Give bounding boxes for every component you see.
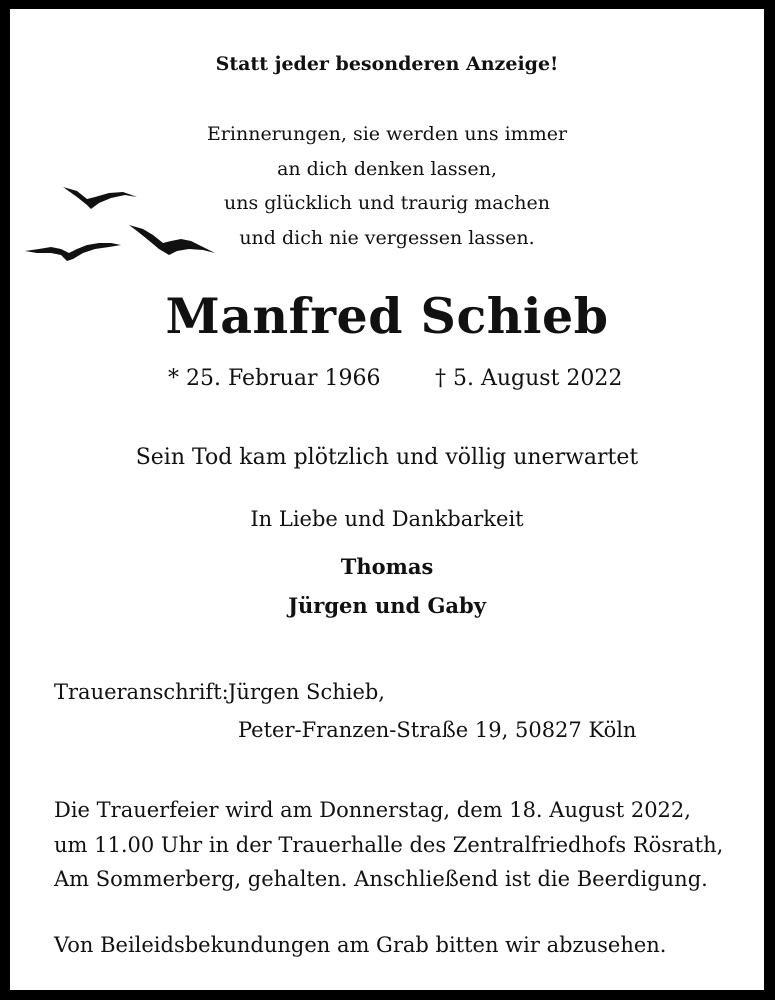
poem-line: uns glücklich und traurig machen [224, 192, 550, 214]
address-label: Traueranschrift: [54, 680, 229, 704]
poem-line: Erinnerungen, sie werden uns immer [206, 123, 568, 145]
love-line: In Liebe und Dankbarkeit [250, 507, 524, 531]
address-line: Peter-Franzen-Straße 19, 50827 Köln [238, 718, 637, 742]
ceremony-line: Die Trauerfeier wird am Donnerstag, dem 18. August 2022, [54, 798, 691, 822]
header-notice: Statt jeder besonderen Anzeige! [215, 53, 559, 75]
poem-line: an dich denken lassen, [277, 157, 497, 180]
address-line: Jürgen Schieb, [228, 680, 385, 704]
ceremony-line: um 11.00 Uhr in der Trauerhalle des Zentralfriedhofs Rösrath, [54, 832, 724, 857]
closing-note: Von Beileidsbekundungen am Grab bitten wir abzusehen. [54, 933, 667, 957]
signer-name: Thomas [340, 554, 434, 579]
signer-name: Jürgen und Gaby [288, 593, 486, 618]
obituary-card [10, 9, 764, 990]
ceremony-line: Am Sommerberg, gehalten. Anschließend ist die Beerdigung. [54, 867, 708, 891]
death-date: † 5. August 2022 [435, 366, 623, 391]
poem-line: und dich nie vergessen lassen. [239, 226, 535, 249]
birth-date: * 25. Februar 1966 [168, 366, 381, 391]
deceased-name: Manfred Schieb [165, 287, 609, 345]
ceremony-text [54, 793, 754, 897]
flying-birds-icon [25, 179, 235, 269]
tagline: Sein Tod kam plötzlich und völlig unerwartet [135, 445, 639, 470]
